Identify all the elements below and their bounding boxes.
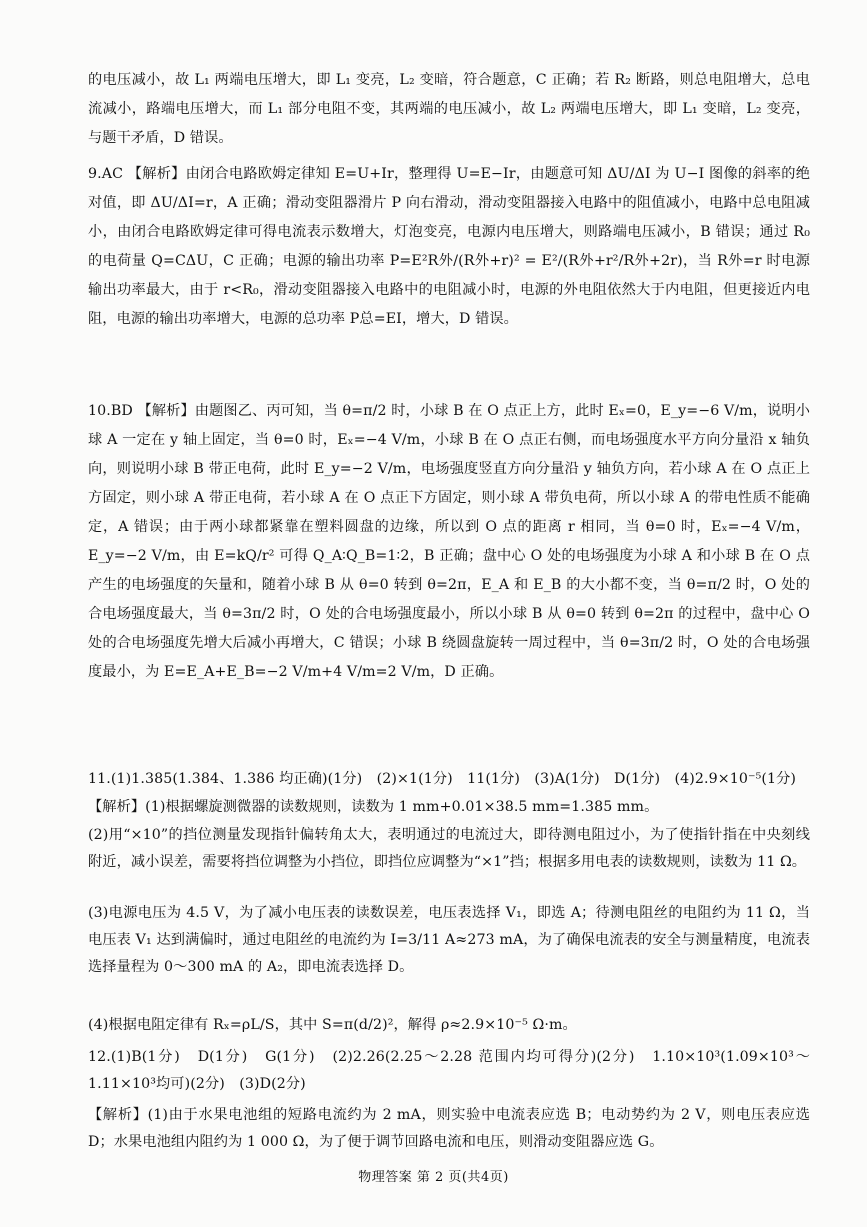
page-footer: 物理答案 第 2 页(共4页): [358, 1170, 509, 1185]
paragraph-q11-analysis-4: (4)根据电阻定律有 Rₓ=ρL/S，其中 S=π(d/2)²，解得 ρ≈2.9×10⁻⁵ Ω·m。: [88, 1017, 577, 1033]
paragraph-q9: 9.AC 【解析】由闭合电路欧姆定律知 E=U+Ir，整理得 U=E−Ir，由题意可知 ΔU/ΔI 为 U−I 图像的斜率的绝对值，即 ΔU/ΔI=r，A 正确；滑动变阻器滑片 P 向右滑动，滑动变阻器接入电路中的阻值减小，电路中总电阻减小，由闭合电路欧姆定律可得电流表示数增大，灯泡变亮，电源内电压增大，则路端电压减小，B 错误；通过 R₀ 的电荷量 Q=CΔU，C 正确；电源的输出功率 P=E²R外/(R外+r)² = E²/(R外+r²/R外+2r)，当 R外=r 时电源输出功率最大，由于 r<R₀，滑动变阻器接入电路中的电阻减小时，电源的外电阻依然大于内电阻，但更接近内电阻，电源的输出功率增大，电源的总功率 P总=EI，增大，D 错误。: [88, 166, 810, 327]
paragraph-q11-answers: 11.(1)1.385(1.384、1.386 均正确)(1分) (2)×1(1分) 11(1分) (3)A(1分) D(1分) (4)2.9×10⁻⁵(1分): [88, 771, 797, 787]
paragraph-q11-analysis-3: (3)电源电压为 4.5 V，为了减小电压表的读数误差，电压表选择 V₁，即选 A；待测电阻丝的电阻约为 11 Ω，当电压表 V₁ 达到满偏时，通过电阻丝的电流约为 I=3/11 A≈273 mA，为了确保电流表的安全与测量精度，电流表选择量程为 0～300 mA 的 A₂，即电流表选择 D。: [88, 905, 810, 975]
paragraph-q12-analysis-1: 【解析】(1)由于水果电池组的短路电流约为 2 mA，则实验中电流表应选 B；电动势约为 2 V，则电压表应选 D；水果电池组内阻约为 1 000 Ω，为了便于调节回路电流和电压，则滑动变阻器应选 G。: [88, 1107, 810, 1150]
paragraph-q11-analysis-2: (2)用“×10”的挡位测量发现指针偏转角太大，表明通过的电流过大，即待测电阻过小，为了使指针指在中央刻线附近，减小误差，需要将挡位调整为小挡位，即挡位应调整为“×1”挡；根据多用电表的读数规则，读数为 11 Ω。: [88, 827, 810, 870]
paragraph-q11-analysis-1: 【解析】(1)根据螺旋测微器的读数规则，读数为 1 mm+0.01×38.5 mm=1.385 mm。: [88, 799, 659, 815]
paragraph-q8-continued: 的电压减小，故 L₁ 两端电压增大，即 L₁ 变亮，L₂ 变暗，符合题意，C 正确；若 R₂ 断路，则总电阻增大，总电流减小，路端电压增大，而 L₁ 部分电阻不变，其两端的电压减小，故 L₂ 两端电压增大，即 L₁ 变暗，L₂ 变亮，与题干矛盾，D 错误。: [88, 72, 810, 146]
paragraph-q12-answers: 12.(1)B(1分) D(1分) G(1分) (2)2.26(2.25～2.28 范围内均可得分)(2分) 1.10×10³(1.09×10³～1.11×10³均可)(2分) (3)D(2分): [88, 1049, 810, 1092]
paragraph-q10: 10.BD 【解析】由题图乙、丙可知，当 θ=π/2 时，小球 B 在 O 点正上方，此时 Eₓ=0，E_y=−6 V/m，说明小球 A 一定在 y 轴上固定，当 θ=0 时，Eₓ=−4 V/m，小球 B 在 O 点正右侧，而电场强度水平方向分量沿 x 轴负向，则说明小球 B 带正电荷，此时 E_y=−2 V/m，电场强度竖直方向分量沿 y 轴负方向，若小球 A 在 O 点正上方固定，则小球 A 带正电荷，若小球 A 在 O 点正下方固定，则小球 A 带负电荷，所以小球 A 的带电性质不能确定，A 错误；由于两小球都紧靠在塑料圆盘的边缘，所以到 O 点的距离 r 相同，当 θ=0 时，Eₓ=−4 V/m，E_y=−2 V/m，由 E=kQ/r² 可得 Q_A∶Q_B=1∶2，B 正确；盘中心 O 处的电场强度为小球 A 和小球 B 在 O 点产生的电场强度的矢量和，随着小球 B 从 θ=0 转到 θ=2π，E_A 和 E_B 的大小都不变，当 θ=π/2 时，O 处的合电场强度最大，当 θ=3π/2 时，O 处的合电场强度最小，所以小球 B 从 θ=0 转到 θ=2π 的过程中，盘中心 O 处的合电场强度先增大后减小再增大，C 错误；小球 B 绕圆盘旋转一周过程中，当 θ=3π/2 时，O 处的合电场强度最小，为 E=E_A+E_B=−2 V/m+4 V/m=2 V/m，D 正确。: [88, 403, 810, 680]
